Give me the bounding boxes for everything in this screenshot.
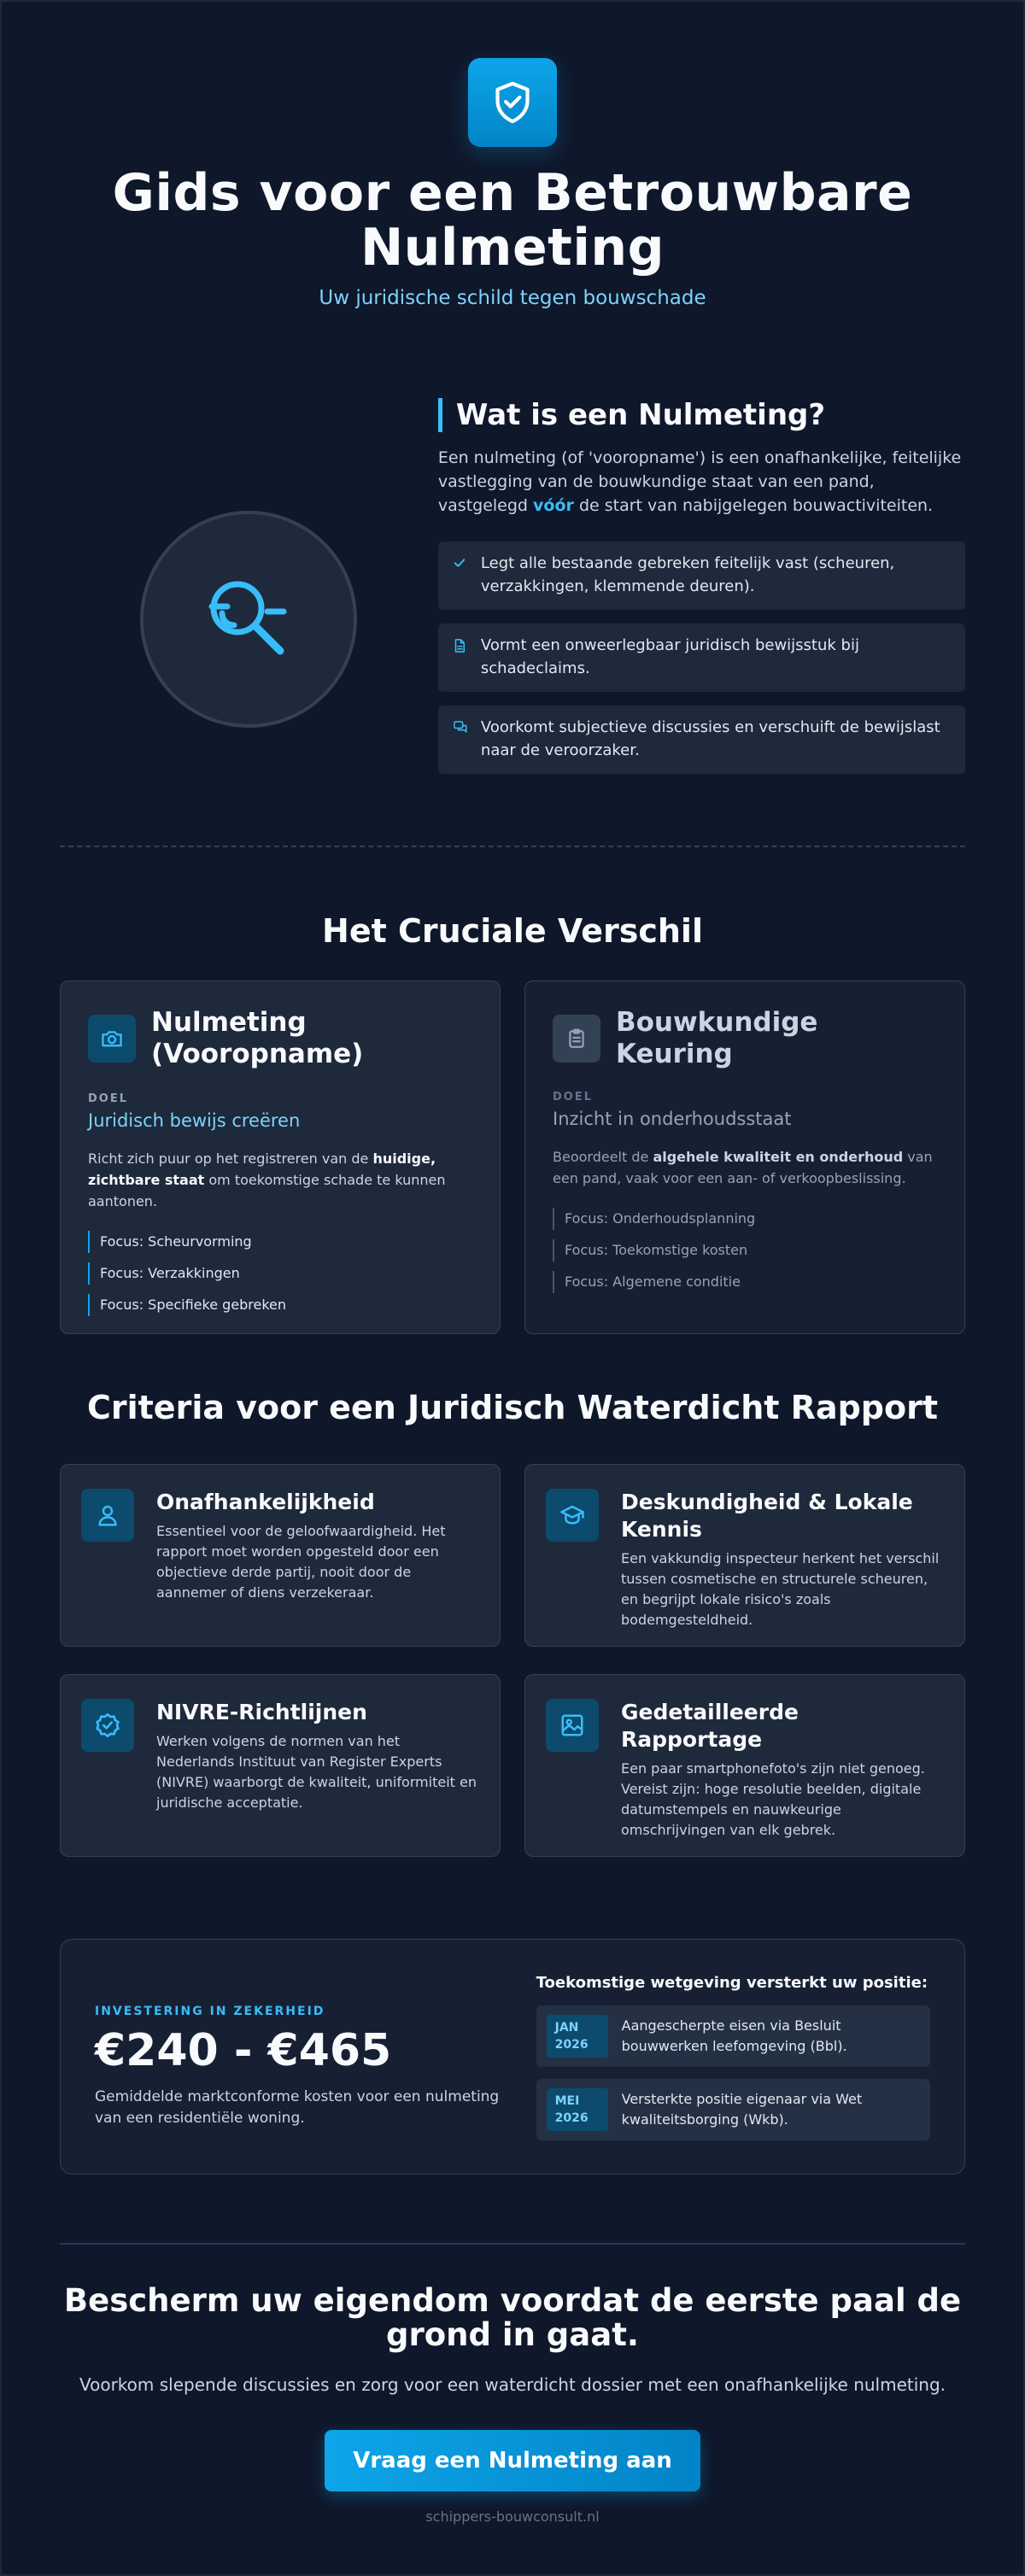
legislation-item [536, 2079, 930, 2140]
card-description [553, 1146, 937, 1189]
page-title: Gids voor een Betrouwbare Nulmeting [112, 163, 913, 278]
legislation-text: Versterkte positie eigenaar via Wet kwaliteitsborging (Wkb). [621, 2091, 863, 2128]
card-desc-text: Beoordeelt de [553, 1149, 653, 1165]
criterion-card [60, 1464, 501, 1647]
date-year: 2026 [554, 2038, 589, 2052]
legislation-heading: Toekomstige wetgeving versterkt uw positie: [536, 1974, 928, 1992]
focus-item: Focus: Algemene conditie [553, 1271, 937, 1293]
intro-section [60, 398, 965, 791]
intro-heading: Wat is een Nulmeting? [438, 398, 965, 432]
investment-kicker: INVESTERING IN ZEKERHEID [95, 2005, 325, 2018]
card-description [88, 1148, 472, 1212]
legislation-panel [536, 1974, 930, 2140]
criterion-title: Deskundigheid & Lokale Kennis [621, 1490, 913, 1542]
intro-point-text: Voorkomt subjectieve discussies en verschuift de bewijslast naar de veroorzaker. [480, 718, 940, 759]
intro-point [438, 542, 965, 610]
criterion-card [60, 1674, 501, 1857]
card-desc-emphasis: algehele kwaliteit en onderhoud [653, 1149, 904, 1165]
date-year: 2026 [554, 2111, 589, 2125]
user-icon [81, 1489, 134, 1542]
magnifier-icon [202, 572, 296, 666]
clipboard-icon [553, 1015, 600, 1063]
card-desc-text-end: om toekomstige schade te kunnen aantonen. [88, 1172, 446, 1209]
focus-list [88, 1231, 472, 1316]
criterion-body [156, 1699, 479, 1832]
criterion-description: Essentieel voor de geloofwaardigheid. Het rapport moet worden opgesteld door een objectieve derde partij, nooit door de aannemer of diens verzekeraar. [156, 1523, 446, 1601]
badge-check-icon [81, 1699, 134, 1752]
card-goal-label: DOEL [553, 1091, 594, 1104]
criteria-title: Criteria voor een Juridisch Waterdicht Rapport [86, 1389, 938, 1426]
card-desc-text: Richt zich puur op het registreren van de [88, 1150, 373, 1167]
focus-list [553, 1208, 937, 1293]
card-desc-emphasis: huidige, zichtbare staat [88, 1150, 436, 1188]
intro-visual [60, 398, 438, 791]
graduation-cap-icon [546, 1489, 599, 1542]
criterion-card [524, 1674, 965, 1857]
criterion-body [621, 1699, 944, 1838]
card-goal-label: DOEL [88, 1092, 129, 1105]
focus-item: Focus: Onderhoudsplanning [553, 1208, 937, 1230]
request-nulmeting-button[interactable]: Vraag een Nulmeting aan [325, 2430, 700, 2491]
focus-item: Focus: Scheurvorming [88, 1231, 472, 1253]
investment-panel [60, 1939, 965, 2175]
hero [60, 2, 965, 309]
intro-para-emphasis: vóór [533, 496, 574, 515]
criteria-section [60, 1389, 965, 1857]
intro-text [438, 398, 965, 791]
price-range: €240 - €465 [95, 2025, 392, 2076]
card-goal: Inzicht in onderhoudsstaat [553, 1109, 792, 1129]
chat-icon [452, 716, 481, 764]
criterion-description: Een vakkundig inspecteur herkent het verschil tussen cosmetische en structurele scheuren, en begrijpt lokale risico's zoals bodemgesteldheid. [621, 1550, 940, 1628]
criterion-body [621, 1489, 944, 1628]
card-desc-text-end: van een pand, vaak voor een aan- of verkoopbeslissing. [553, 1149, 933, 1186]
intro-para-text: Een nulmeting (of 'vooropname') is een onafhankelijke, feitelijke vastlegging van de bouwkundige staat van een pand, vastgelegd [437, 448, 962, 515]
magnifier-badge [140, 511, 357, 728]
card-title: Nulmeting (Vooropname) [151, 1007, 364, 1069]
date-badge [547, 2088, 608, 2131]
intro-paragraph [438, 446, 965, 518]
intro-point [438, 624, 965, 692]
page-subtitle: Uw juridische schild tegen bouwschade [319, 287, 706, 309]
intro-point-text: Vormt een onweerlegbaar juridisch bewijsstuk bij schadeclaims. [480, 636, 859, 677]
comparison-cards [60, 981, 965, 1334]
intro-point-text: Legt alle bestaande gebreken feitelijk vast (scheuren, verzakkingen, klemmende deuren). [480, 554, 895, 595]
criterion-title: Gedetailleerde Rapportage [621, 1700, 799, 1752]
card-title: Bouwkundige Keuring [616, 1007, 818, 1069]
cta-subtitle: Voorkom slepende discussies en zorg voor een waterdicht dossier met een onafhankelijke nulmeting. [79, 2374, 946, 2395]
price-note: Gemiddelde marktconforme kosten voor een nulmeting van een residentiële woning. [95, 2088, 500, 2127]
check-icon [452, 552, 481, 600]
comparison-section [60, 912, 965, 1334]
criteria-grid [60, 1464, 965, 1857]
criterion-description: Een paar smartphonefoto's zijn niet genoeg. Vereist zijn: hoge resolutie beelden, digitale datumstempels en nauwkeurige omschrijvingen van elk gebrek. [621, 1760, 925, 1838]
comparison-title: Het Cruciale Verschil [322, 912, 703, 950]
date-badge [547, 2015, 608, 2058]
legislation-item [536, 2005, 930, 2067]
date-month: MEI [554, 2094, 580, 2108]
criterion-title: Onafhankelijkheid [156, 1490, 375, 1514]
card-goal: Juridisch bewijs creëren [88, 1110, 301, 1131]
intro-para-text-end: de start van nabijgelegen bouwactiviteiten. [573, 496, 934, 515]
keuring-card [524, 981, 965, 1334]
cta-section [60, 2245, 965, 2525]
card-header [88, 1007, 472, 1070]
criterion-description: Werken volgens de normen van het Nederlands Instituut van Register Experts (NIVRE) waarborgt de kwaliteit, uniformiteit en juridische acceptatie. [156, 1733, 477, 1811]
focus-item: Focus: Toekomstige kosten [553, 1239, 937, 1262]
investment-summary [95, 1974, 523, 2140]
nulmeting-card [60, 981, 501, 1334]
focus-item: Focus: Specifieke gebreken [88, 1294, 472, 1316]
camera-icon [88, 1015, 136, 1063]
date-month: JAN [554, 2021, 579, 2034]
card-header [553, 1007, 937, 1070]
section-divider [60, 846, 965, 847]
focus-item: Focus: Verzakkingen [88, 1262, 472, 1285]
cta-title: Bescherm uw eigendom voordat de eerste paal de grond in gaat. [63, 2282, 962, 2353]
image-icon [546, 1699, 599, 1752]
intro-point [438, 705, 965, 774]
shield-check-icon [468, 58, 557, 147]
document-icon [452, 634, 481, 682]
criterion-card [524, 1464, 965, 1647]
criterion-title: NIVRE-Richtlijnen [156, 1700, 367, 1724]
criterion-body [156, 1489, 479, 1622]
footer-website: schippers-bouwconsult.nl [425, 2509, 600, 2525]
legislation-text: Aangescherpte eisen via Besluit bouwwerken leefomgeving (Bbl). [621, 2017, 847, 2054]
